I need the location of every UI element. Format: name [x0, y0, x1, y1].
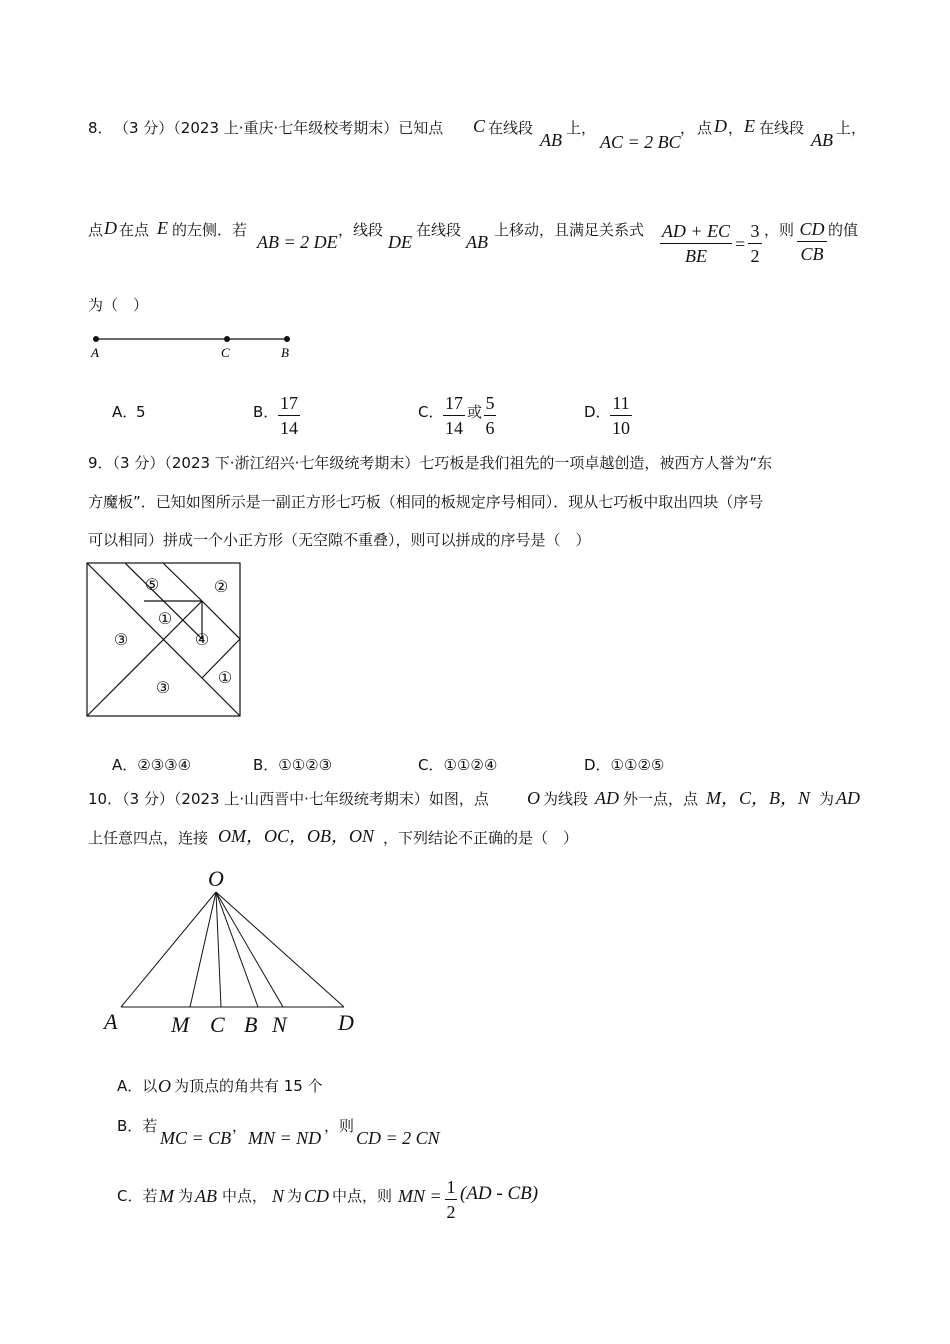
q8-option-d-bar	[610, 415, 632, 416]
q10-line1-wei: 为	[819, 790, 835, 808]
q9-piece-1-right: ①	[217, 670, 233, 687]
q8-point-a-dot	[93, 336, 99, 342]
q8-point-b-dot	[284, 336, 290, 342]
q8-point-e-2: E	[157, 218, 168, 238]
q8-comma-1: ，	[680, 119, 696, 137]
q10-line2-start: 上任意四点，连接	[88, 829, 209, 847]
q8-point-d-2: D	[104, 218, 117, 238]
q9-piece-2: ②	[213, 579, 229, 596]
q8-line2-seg: ，线段	[338, 221, 384, 239]
q8-number: 8．	[88, 119, 113, 137]
q9-piece-4: ④	[194, 632, 210, 649]
q8-text-shang-2: 上，	[836, 119, 867, 137]
q9-line-1: 9．（3 分）（2023 下·浙江绍兴·七年级统考期末）七巧板是我们祖先的一项卓越创造，被西方人誉为“东	[88, 454, 773, 472]
q10-option-c-label: C．若	[117, 1187, 158, 1205]
q8-option-d-numerator: 11	[612, 393, 630, 413]
q10-ray-on	[216, 892, 283, 1007]
q8-fraction-cd-cb	[797, 218, 827, 265]
q10-option-b-eq2: MN = ND	[248, 1128, 322, 1148]
q8-eq-ab-2de: AB = 2 DE	[257, 232, 338, 252]
q10-option-b-label: B．若	[117, 1117, 158, 1135]
q10-line1-seg: 为线段	[543, 790, 589, 808]
q8-fig-label-b: B	[281, 345, 289, 360]
q9-piece-3-left: ③	[113, 632, 129, 649]
q10-fig-label-b: B	[244, 1012, 258, 1037]
q8-option-c-bar-1	[443, 415, 465, 416]
q8-line2-zaidian: 在点	[119, 221, 150, 239]
q10-option-a-text: 为顶点的角共有 15 个	[174, 1077, 323, 1095]
q8-option-b-bar	[278, 415, 300, 416]
q8-line2-move: 上移动，且满足关系式	[494, 221, 645, 239]
q8-frac1-numerator: AD + EC	[661, 221, 731, 241]
q8-option-c-numerator-1: 17	[445, 393, 463, 413]
q10-option-c-paren: (AD - CB)	[460, 1183, 539, 1204]
q8-text-dian: 点	[697, 119, 713, 137]
q8-option-b-numerator: 17	[280, 393, 298, 413]
q8-fraction-ratio	[660, 220, 732, 267]
q8-line2-value: 的值	[828, 221, 859, 239]
q10-ray-oc	[216, 892, 221, 1007]
q8-fig-label-a: A	[91, 345, 99, 360]
q10-option-c-half-numerator: 1	[446, 1177, 456, 1197]
q8-point-e-1: E	[744, 116, 755, 136]
q10-option-c-mn: MN =	[398, 1186, 442, 1206]
q9-option-d[interactable]: D．①①②⑤	[584, 756, 665, 774]
q10-fig-label-a: A	[104, 1009, 118, 1034]
q10-option-c-half	[445, 1176, 457, 1223]
q10-ray-ob	[216, 892, 258, 1007]
q10-point-o: O	[527, 788, 540, 808]
q8-option-c-denominator-2: 6	[485, 418, 495, 438]
q8-frac3-denominator: CB	[800, 244, 824, 264]
q8-sep-1: ，	[728, 119, 744, 137]
q8-equals: =	[735, 234, 746, 254]
q8-option-c-fraction-1[interactable]	[443, 392, 465, 439]
q9-line-3: 可以相同）拼成一个小正方形（无空隙不重叠），则可以拼成的序号是（ ）	[88, 531, 591, 549]
q10-line2-end: ，下列结论不正确的是（ ）	[383, 829, 579, 847]
q10-segments: OM，OC，OB，ON	[218, 826, 374, 846]
q10-option-b-eq3: CD = 2 CN	[356, 1128, 440, 1148]
q8-option-a-label[interactable]: A．	[112, 403, 138, 421]
q8-point-c: C	[473, 116, 486, 136]
q8-frac2-numerator: 3	[750, 221, 760, 241]
q10-fig-label-o: O	[208, 866, 224, 891]
q8-line2-on-seg: 在线段	[416, 221, 462, 239]
q8-fig-label-c: C	[221, 345, 230, 360]
q10-seg-ad-2: AD	[836, 788, 860, 808]
q9-option-a[interactable]: A．②③③④	[112, 756, 192, 774]
q8-frac3-numerator: CD	[799, 219, 825, 239]
q8-frac2-denominator: 2	[750, 246, 760, 266]
q8-segment-figure	[86, 330, 306, 362]
q10-line1-start: 10．（3 分）（2023 上·山西晋中·七年级统考期末）如图，点	[88, 790, 489, 808]
q10-ray-om	[190, 892, 216, 1007]
q10-line1-outside: 外一点，点	[623, 790, 699, 808]
q10-option-a-label: A．以	[117, 1077, 158, 1095]
q8-option-d-fraction[interactable]	[610, 392, 632, 439]
q10-fig-label-n: N	[272, 1012, 287, 1037]
q8-option-b-label[interactable]: B．	[253, 403, 279, 421]
q10-option-c-half-bar	[445, 1199, 457, 1200]
q10-option-c-w3: 为	[287, 1187, 303, 1205]
q8-line2-dian: 点	[88, 221, 104, 239]
q8-eq-ac-2bc: AC = 2 BC	[600, 132, 681, 152]
q8-point-c-dot	[224, 336, 230, 342]
q10-option-b-sep: ，	[232, 1117, 248, 1135]
q10-ray-oa	[121, 892, 216, 1007]
q10-option-b-then: ，则	[324, 1117, 355, 1135]
q10-points-mcbn: M，C，B，N	[706, 788, 811, 808]
q10-fig-label-c: C	[210, 1012, 225, 1037]
q8-option-c-or: 或	[467, 403, 483, 421]
q10-option-c-m: M	[159, 1186, 174, 1206]
q10-seg-ad: AD	[595, 788, 619, 808]
q8-frac1-bar	[660, 243, 732, 244]
q8-text-on-seg-2: 在线段	[759, 119, 805, 137]
q10-option-c-cd: CD	[304, 1186, 330, 1206]
q8-option-d-label[interactable]: D．	[584, 403, 611, 421]
q8-seg-de: DE	[388, 232, 412, 252]
q8-option-c-bar-2	[484, 415, 496, 416]
q10-option-c-w4: 中点，则	[332, 1187, 393, 1205]
q8-seg-ab-1: AB	[540, 130, 562, 150]
q9-piece-1-top: ①	[157, 611, 173, 628]
q10-option-c-ab: AB	[195, 1186, 217, 1206]
q8-fraction-three-halves	[748, 220, 762, 267]
q8-line2-then: ，则	[764, 221, 795, 239]
q9-option-b[interactable]: B．①①②③	[253, 756, 333, 774]
q8-line3: 为（ ）	[88, 296, 149, 314]
q8-option-b-fraction[interactable]	[278, 392, 300, 439]
q10-ray-od	[216, 892, 344, 1007]
q10-fig-label-m: M	[171, 1012, 190, 1037]
q8-frac3-bar	[797, 241, 827, 242]
q9-piece-3-bottom: ③	[155, 680, 171, 697]
q10-option-c-half-denominator: 2	[446, 1202, 456, 1222]
q9-line-2: 方魔板”．已知如图所示是一副正方形七巧板（相同的板规定序号相同）．现从七巧板中取出四块（序号	[88, 493, 764, 511]
q10-option-b-eq1: MC = CB	[160, 1128, 232, 1148]
q9-tangram-line-2	[163, 563, 202, 601]
q8-option-c-label[interactable]: C．	[418, 403, 444, 421]
q10-option-c-w1: 为	[178, 1187, 194, 1205]
q10-fig-label-d: D	[338, 1010, 354, 1035]
q10-option-c-n: N	[272, 1186, 285, 1206]
q8-text-on-seg: 在线段	[488, 119, 534, 137]
q8-frac2-bar	[748, 243, 762, 244]
q10-option-c-w2: 中点，	[222, 1187, 268, 1205]
q8-line2-left-of: 的左侧．若	[172, 221, 248, 239]
q8-text-shang-1: 上，	[566, 119, 597, 137]
q8-option-b-denominator: 14	[280, 418, 298, 438]
q9-option-c[interactable]: C．①①②④	[418, 756, 498, 774]
q8-source-tag: （3 分）（2023 上·重庆·七年级校考期末）已知点	[114, 119, 444, 137]
q8-option-c-numerator-2: 5	[485, 393, 495, 413]
q8-seg-ab-3: AB	[466, 232, 488, 252]
q8-option-c-fraction-2[interactable]	[484, 392, 496, 439]
q8-point-d-1: D	[714, 116, 727, 136]
q8-frac1-denominator: BE	[685, 246, 707, 266]
q8-seg-ab-2: AB	[811, 130, 833, 150]
q8-option-d-denominator: 10	[612, 418, 630, 438]
q10-figure	[98, 862, 368, 1040]
q9-tangram-line-7	[87, 601, 202, 716]
q10-option-a-o: O	[158, 1076, 171, 1096]
q8-option-a-value[interactable]: 5	[136, 403, 146, 421]
q9-tangram-figure	[86, 562, 244, 720]
q8-option-c-denominator-1: 14	[445, 418, 463, 438]
q9-piece-5: ⑤	[144, 577, 160, 594]
